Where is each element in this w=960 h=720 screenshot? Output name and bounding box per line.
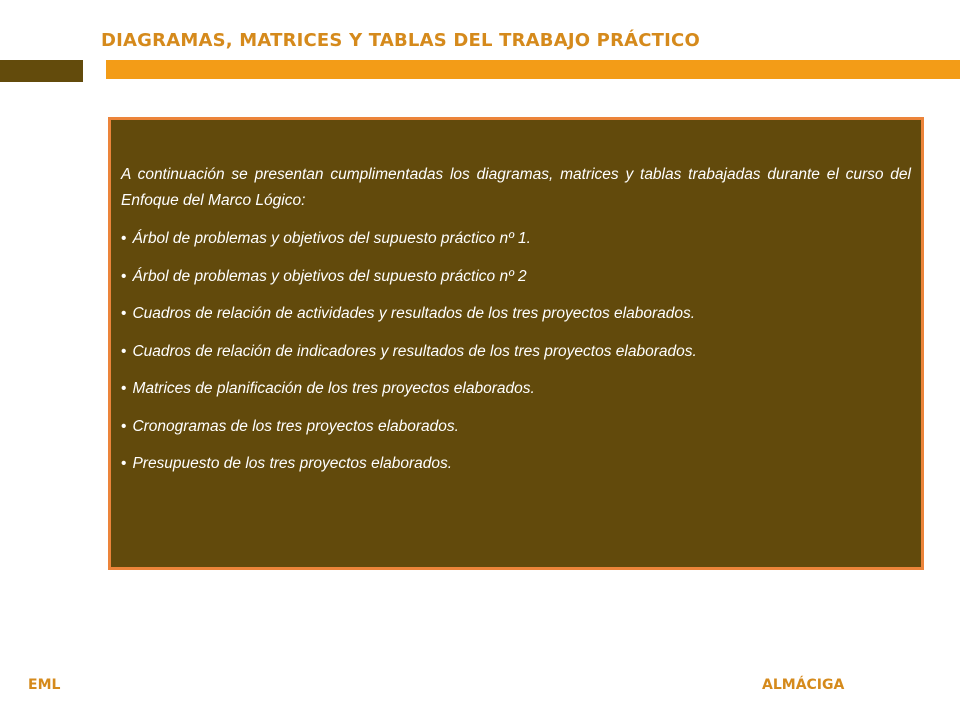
bullet-icon: • [121,230,127,247]
intro-paragraph: A continuación se presentan cumplimentadas los diagramas, matrices y tablas trabajadas durante el curso del Enfoque del Marco Lógico: [121,166,911,209]
bullet-icon: • [121,455,127,472]
bullet-icon: • [121,267,127,285]
slide-title: DIAGRAMAS, MATRICES Y TABLAS DEL TRABAJO PRÁCTICO [101,30,700,51]
bullet-icon: • [121,417,127,435]
list-item-text: Cuadros de relación de actividades y resultados de los tres proyectos elaborados. [132,305,696,322]
bullet-icon: • [121,380,127,397]
list-item [121,264,911,290]
list-item [121,376,911,402]
footer-right-label: ALMÁCIGA [762,677,845,693]
header-bar-dark [0,60,83,82]
list-item [121,226,911,252]
list-item-text: Árbol de problemas y objetivos del supuesto práctico nº 1. [132,230,531,247]
list-item [121,339,911,365]
list-item-text: Cuadros de relación de indicadores y resultados de los tres proyectos elaborados. [132,342,697,360]
content-box [108,117,924,570]
bullet-icon: • [121,305,127,322]
footer-left-label: EML [28,677,61,693]
list-item-text: Presupuesto de los tres proyectos elaborados. [132,455,453,472]
bullet-icon: • [121,342,127,360]
content-text [121,162,911,489]
list-item-text: Matrices de planificación de los tres proyectos elaborados. [132,380,535,397]
list-item-text: Cronogramas de los tres proyectos elaborados. [132,417,459,435]
list-item [121,414,911,440]
deliverables-list [121,226,911,477]
list-item-text: Árbol de problemas y objetivos del supuesto práctico nº 2 [132,267,527,285]
header-bar-orange [106,60,960,79]
list-item [121,451,911,477]
list-item [121,301,911,327]
